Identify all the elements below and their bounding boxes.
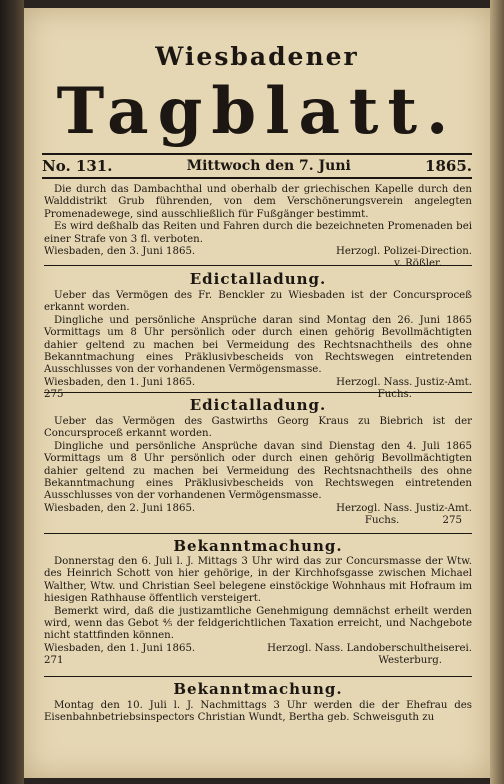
divider	[44, 392, 472, 393]
notice-signature	[44, 246, 472, 258]
notice-signature-line	[44, 655, 472, 667]
notice-signature	[44, 503, 472, 515]
notice-place-date: Wiesbaden, den 1. Juni 1865.	[44, 642, 196, 654]
notice-signer: v. Rößler.	[394, 258, 442, 270]
notice-authority: Herzogl. Nass. Justiz-Amt.	[336, 502, 472, 514]
notice-text: Bemerkt wird, daß die justizamtliche Genehmigung demnächst erheilt werden wird, wenn das Gebot ⅘ der feldgerichtlichen Taxation erreicht, und Nachgebote nicht stattfinden können.	[44, 605, 472, 642]
issue-year: 1865.	[425, 157, 472, 175]
notice-heading: Edictalladung.	[189, 270, 327, 288]
notice-announcement	[44, 700, 472, 725]
notice-text: Montag den 10. Juli l. J. Nachmittags 3 Uhr werden die der Ehefrau des Eisenbahnbetriebsinspectors Christian Wundt, Bertha geb. Schweisguth zu	[44, 700, 472, 724]
notice-text: Donnerstag den 6. Juli l. J. Mittags 3 Uhr wird das zur Concursmasse der Wtw. des Heinrich Schott von hier gehörige, in der Kirchhofsgasse zwischen Michael Walther, Wtw. und Christian Seel belegene einstöckige Wohnhaus mit Hofraum im hiesigen Rathhause öffentlich versteigert.	[44, 556, 472, 605]
notice-authority: Herzogl. Nass. Justiz-Amt.	[336, 376, 472, 388]
issue-number: No. 131.	[42, 157, 113, 175]
notice-signature	[44, 643, 472, 655]
page-edge	[490, 0, 504, 784]
divider	[44, 533, 472, 534]
notice-place-date: Wiesbaden, den 2. Juni 1865.	[44, 502, 196, 514]
notice-heading: Bekanntmachung.	[173, 680, 343, 698]
divider	[44, 676, 472, 677]
notice-number: 275	[44, 389, 64, 401]
notice-text: Ueber das Vermögen des Fr. Benckler zu Wiesbaden ist der Concursproceß erkannt worden.	[44, 290, 472, 314]
notice-edictal-1	[44, 290, 472, 402]
issue-date: Mittwoch den 7. Juni	[186, 158, 351, 174]
divider	[44, 265, 472, 266]
notice-text: Die durch das Dambachthal und oberhalb der griechischen Kapelle durch den Walddistrikt Grub führenden, von dem Verschönerungsverein angelegten Promenadewege, sind ausschließlich für Fußgänger bestimmt.	[44, 184, 472, 220]
notice-heading: Bekanntmachung.	[173, 537, 343, 555]
notice-text: Dingliche und persönliche Ansprüche davan sind Dienstag den 4. Juli 1865 Vormittags um 8 Uhr persönlich oder durch einen gehörig Bevollmächtigten dahier geltend zu machen bei Vermeidung des Rechtsnachtheils des ohne Bekanntmachung eines Präklusivbescheids von Rechtswegen eintretenden Ausschlusses von der vorhandenen Vermögensmasse.	[44, 440, 472, 502]
notice-signer: Fuchs.	[364, 515, 400, 527]
notice-text: Dingliche und persönliche Ansprüche daran sind Montag den 26. Juni 1865 Vormittags um 8 Uhr persönlich oder durch einen gehörig Bevollmächtigten dahier geltend zu machen bei Vermeidung des Rechtsnachtheils des ohne Bekanntmachung eines Präklusivbescheids von Rechtswegen eintretenden Ausschlusses von der vorhandenen Vermögensmasse.	[44, 314, 472, 376]
notice-signature-line	[44, 515, 472, 527]
newspaper-page	[24, 8, 490, 778]
notice-heading: Edictalladung.	[189, 396, 327, 414]
notice-edictal-2	[44, 416, 472, 528]
notice-text: Es wird deßhalb das Reiten und Fahren durch die bezeichneten Promenaden bei einer Strafe von 3 fl. verboten.	[44, 221, 472, 245]
notice-promenade	[44, 184, 472, 271]
notice-place-date: Wiesbaden, den 1. Juni 1865.	[44, 376, 196, 388]
notice-number: 275	[442, 515, 462, 527]
notice-signer: Fuchs.	[377, 389, 412, 401]
notice-auction	[44, 556, 472, 668]
notice-authority: Herzogl. Nass. Landoberschultheiserei.	[267, 642, 472, 654]
notice-place-date: Wiesbaden, den 3. Juni 1865.	[44, 246, 196, 258]
notice-text: Ueber das Vermögen des Gastwirths Georg Kraus zu Biebrich ist der Concursproceß erkannt worden.	[44, 416, 472, 440]
dateline	[42, 153, 472, 179]
masthead-title: Tagblatt.	[56, 74, 458, 149]
notice-signature	[44, 377, 472, 389]
book-spine	[0, 0, 24, 784]
notice-signer: Westerburg.	[378, 655, 442, 667]
notice-number: 271	[44, 655, 64, 667]
masthead-subtitle: Wiesbadener	[155, 42, 359, 71]
notice-authority: Herzogl. Polizei-Direction.	[335, 246, 472, 258]
